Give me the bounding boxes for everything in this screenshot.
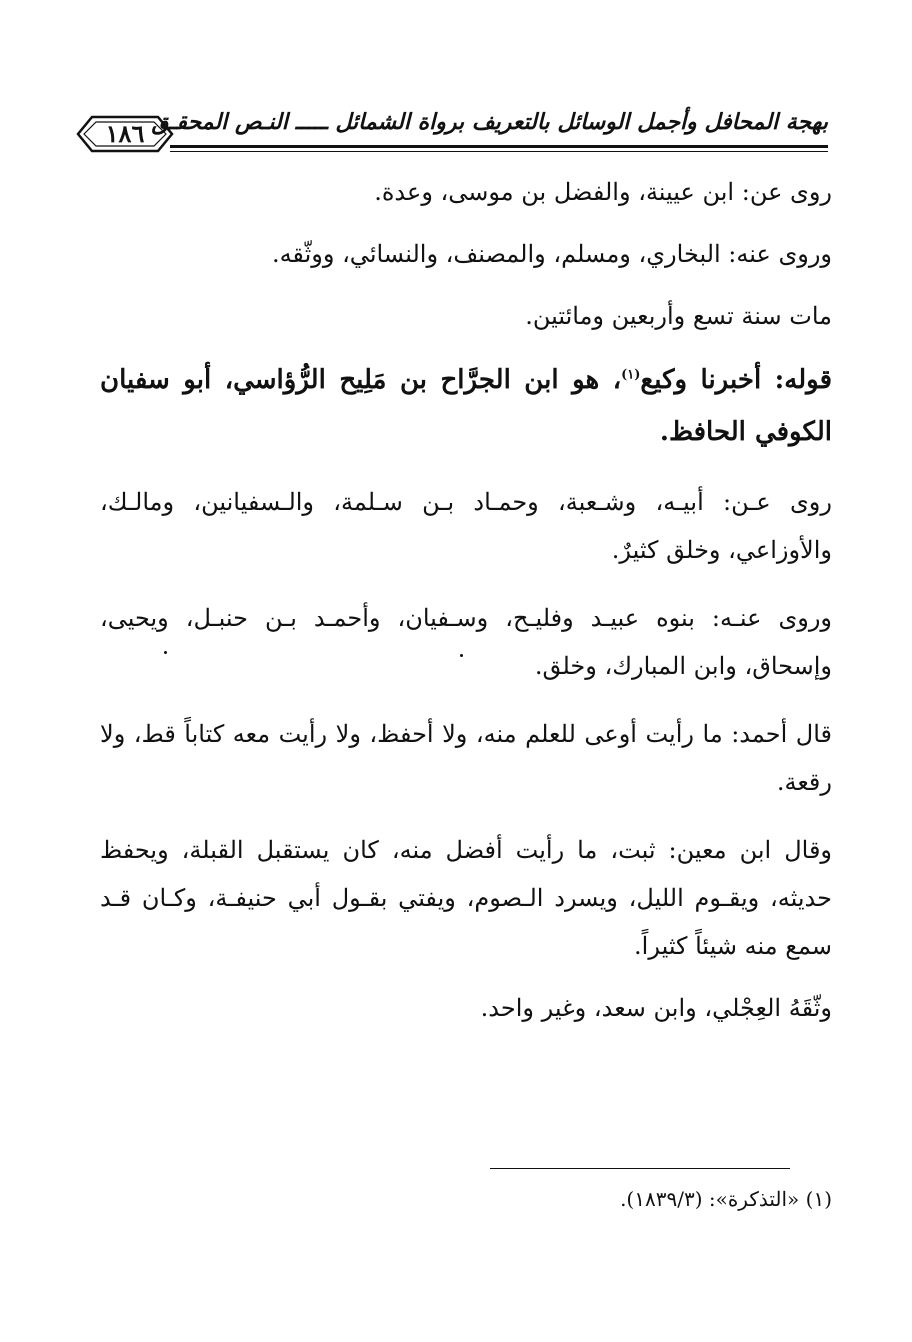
scan-speck bbox=[460, 654, 463, 657]
heading-paragraph bbox=[100, 354, 832, 458]
scan-speck bbox=[164, 651, 167, 654]
paragraph: وروى عنه: البخاري، ومسلم، والمصنف، والنسائي، ووثّقه. bbox=[271, 240, 832, 268]
running-title: بهجة المحافل وأجمل الوسائل بالتعريف برواة الشمائل ـــــ النـص المحقـق bbox=[151, 109, 828, 135]
header-rule-thin bbox=[170, 151, 828, 152]
footnote-reference: (١) bbox=[621, 367, 641, 383]
heading-text: قوله: أخبرنا وكيع bbox=[640, 365, 832, 395]
running-header bbox=[70, 105, 828, 165]
paragraph: وقال ابن معين: ثبت، ما رأيت أفضل منه، كان يستقبل القبلة، ويحفظ حديثه، ويقـوم الليل، ويسرد الـصوم، ويفتي بقـول أبي حنيفـة، وكـان قـد سمع منه شيئاً كثيراً. bbox=[100, 836, 832, 960]
paragraph: مات سنة تسع وأربعين ومائتين. bbox=[525, 302, 832, 330]
paragraph: روى عـن: أبيـه، وشـعبة، وحمـاد بـن سـلمة، والـسفيانين، ومالـك، والأوزاعي، وخلق كثيرٌ. bbox=[100, 488, 832, 564]
paragraph: وثّقَهُ العِجْلي، وابن سعد، وغير واحد. bbox=[480, 994, 832, 1022]
paragraph: روى عن: ابن عيينة، والفضل بن موسى، وعدة. bbox=[374, 178, 832, 206]
paragraph: قال أحمد: ما رأيت أوعى للعلم منه، ولا أحفظ، ولا رأيت معه كتاباً قط، ولا رقعة. bbox=[100, 720, 832, 796]
main-text bbox=[100, 168, 832, 1032]
footnote: (١) «التذكرة»: (١٨٣٩/٣). bbox=[620, 1187, 832, 1211]
header-rule-thick bbox=[170, 145, 828, 148]
page-number: ١٨٦ bbox=[105, 119, 145, 148]
heading-text-continued: ، هو ابن الجرَّاح بن مَلِيح الرُّؤاسي، أبو سفيان الكوفي الحافظ. bbox=[100, 365, 832, 447]
paragraph: وروى عنـه: بنوه عبيـد وفليـح، وسـفيان، وأحمـد بـن حنبـل، ويحيى، وإسحاق، وابن المبارك، وخلق. bbox=[100, 604, 832, 680]
footnote-separator bbox=[490, 1168, 790, 1169]
